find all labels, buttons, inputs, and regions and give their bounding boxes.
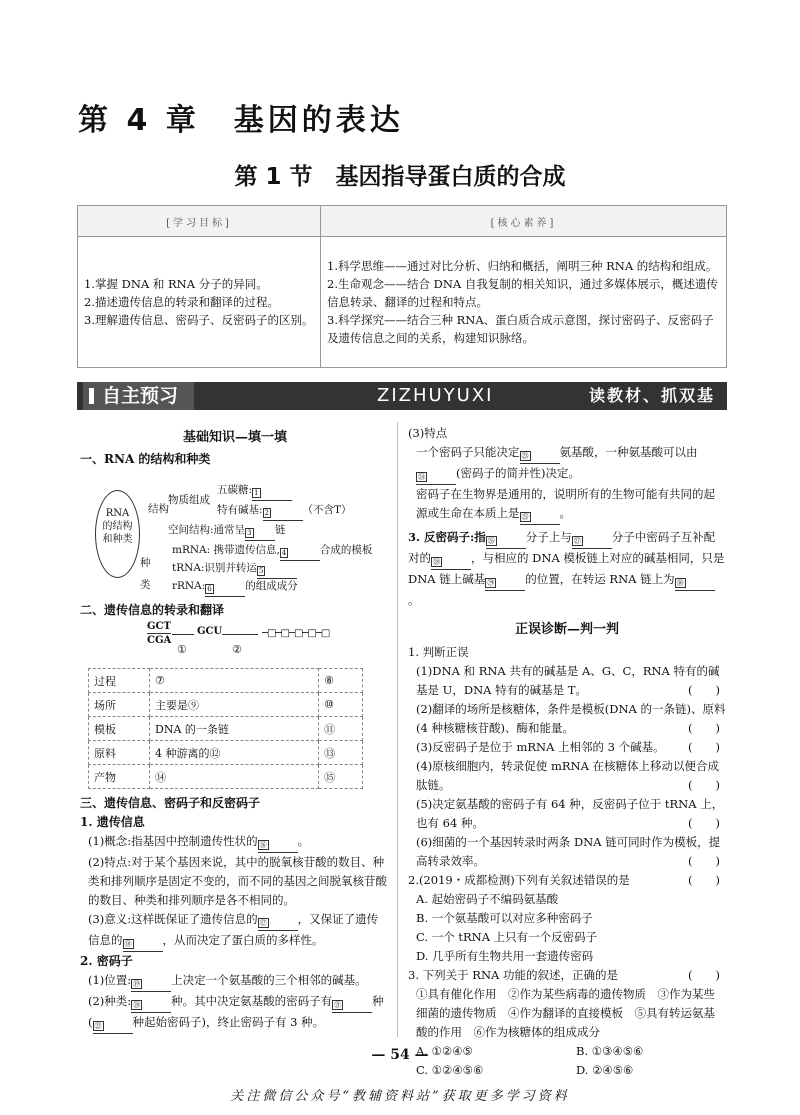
- option[interactable]: C. ①②④⑤⑥: [416, 1063, 484, 1077]
- diagram-rrna-tail: 的组成成分: [245, 580, 298, 592]
- judge-item: (1)DNA 和 RNA 共有的碱基是 A、G、C，RNA 特有的碱基是 U，DNA 特有的碱基是 T。 ( ): [408, 662, 726, 700]
- transcription-heading: 二、遗传信息的转录和翻译: [80, 603, 225, 617]
- diagram-composition: 物质组成: [168, 494, 210, 506]
- blank-5: 5: [257, 565, 297, 579]
- blank-23: ㉓: [520, 450, 560, 464]
- blank-27: ㉗: [572, 535, 612, 549]
- q3-body: ①具有催化作用 ②作为某些病毒的遗传物质 ③作为某些细菌的遗传物质 ④作为翻译的直接模板 ⑤具有转运氨基酸的作用 ⑥作为核糖体的组成成分: [416, 987, 715, 1039]
- option[interactable]: C. 一个 tRNA 上只有一个反密码子: [416, 930, 598, 944]
- blank-30: ㉚: [675, 577, 715, 591]
- blank-20: ⑳: [131, 999, 171, 1013]
- table-row: 模板 DNA 的一条链 ⑪: [89, 717, 363, 741]
- blank-16: ⑯: [258, 839, 298, 853]
- core-item: 3.科学探究——结合三种 RNA、蛋白质合成示意图，探讨密码子、反密码子及遗传信息之间的关系，构建知识脉络。: [327, 313, 714, 345]
- seq-arrow-2: [222, 634, 258, 635]
- diagram-spatial: 空间结构:通常呈: [168, 524, 246, 536]
- objectives-table: [77, 205, 727, 368]
- judge-item: (2)翻译的场所是核糖体，条件是模板(DNA 的一条链)、原料(4 种核糖核苷酸)、酶和能量。 ( ): [408, 700, 726, 738]
- core-item: 2.生命观念——结合 DNA 自我复制的相关知识，通过多媒体展示，概述遗传信息转录、翻译的过程和特点。: [327, 277, 718, 309]
- blank-24: ㉔: [416, 471, 456, 485]
- objectives-header: [学习目标]: [78, 206, 321, 237]
- answer-paren[interactable]: ( ): [688, 816, 720, 830]
- diagram-chain: 链: [275, 524, 286, 536]
- diagram-base-note: （不含T）: [302, 504, 352, 516]
- right-subhead: 正误诊断—判一判: [514, 622, 619, 637]
- blank-19: ⑲: [131, 978, 171, 992]
- rna-heading: 一、RNA 的结构和种类: [80, 452, 211, 466]
- banner-right: 读教材、抓双基: [588, 386, 715, 405]
- diagram-mrna-tail: 合成的模板: [319, 544, 373, 556]
- diagram-kind: 种类: [140, 557, 151, 591]
- seq-bottom: CGA: [147, 635, 172, 646]
- diagram-base: 特有碱基:: [217, 504, 263, 516]
- footer-note: 关注微信公众号“教辅资料站”获取更多学习资料: [230, 1089, 570, 1104]
- blank-1: 1: [252, 487, 292, 501]
- blank-6: 6: [205, 583, 245, 597]
- option[interactable]: D. ②④⑤⑥: [576, 1063, 634, 1077]
- answer-paren[interactable]: ( ): [688, 721, 720, 735]
- diagram-sugar: 五碳糖:: [217, 484, 253, 496]
- objective-item: 1.掌握 DNA 和 RNA 分子的异同。: [84, 277, 268, 291]
- blank-2: 2: [263, 507, 303, 521]
- seq-mid: GCU: [197, 626, 223, 637]
- option[interactable]: B. ①③④⑤⑥: [576, 1044, 644, 1058]
- seq-arrow-1: [172, 634, 194, 635]
- judge-item: (6)细菌的一个基因转录时两条 DNA 链可同时作为模板，提高转录效率。 ( ): [408, 833, 726, 871]
- diagram-rrna: rRNA:: [172, 580, 206, 592]
- codon-heading: 三、遗传信息、密码子和反密码子: [80, 796, 261, 810]
- chapter-title: 第 4 章 基因的表达: [78, 103, 404, 138]
- seq-step-1: ①: [177, 643, 187, 656]
- blank-3: 3: [245, 527, 275, 541]
- answer-paren[interactable]: ( ): [688, 854, 720, 868]
- judge-item: (5)决定氨基酸的密码子有 64 种，反密码子位于 tRNA 上，也有 64 种。 ( ): [408, 795, 726, 833]
- page-number: — 54 —: [371, 1047, 429, 1063]
- q2-stem: 2.(2019・成都检测)下列有关叙述错误的是: [408, 873, 630, 887]
- seq-top: GCT: [147, 621, 171, 632]
- answer-paren[interactable]: ( ): [688, 968, 720, 982]
- core-header: [核心素养]: [321, 206, 727, 237]
- option[interactable]: D. 几乎所有生物共用一套遗传密码: [416, 949, 594, 963]
- preview-banner: [77, 382, 727, 410]
- transcription-table: [88, 668, 363, 789]
- banner-middle: ZIZHUYUXI: [377, 385, 494, 406]
- blank-4: 4: [280, 547, 320, 561]
- seq-step-2: ②: [232, 643, 242, 656]
- codon-title: 2. 密码子: [80, 954, 133, 968]
- option[interactable]: A. ①②④⑤: [416, 1044, 473, 1058]
- option[interactable]: B. 一个氨基酸可以对应多种密码子: [416, 911, 593, 925]
- diagram-structure: 结构: [148, 503, 169, 515]
- diagram-trna: tRNA:识别并转运: [172, 562, 257, 574]
- table-row: 过程 ⑦ ⑧: [89, 669, 363, 693]
- section-title: 第 1 节 基因指导蛋白质的合成: [234, 164, 566, 190]
- blank-25: ㉕: [520, 511, 560, 525]
- q1-title: 1. 判断正误: [408, 645, 469, 659]
- codon-feature-title: (3)特点: [408, 426, 448, 440]
- answer-paren[interactable]: ( ): [688, 683, 720, 697]
- diagram-mrna: mRNA: 携带遗传信息,: [172, 544, 280, 556]
- genetic-info-feature: (2)特点:对于某个基因来说，其中的脱氧核苷酸的数目、种类和排列顺序是固定不变的，而不同的基因之间脱氧核苷酸的数目、种类和排列顺序是各不相同的。: [88, 855, 387, 907]
- table-row: 场所 主要是⑨ ⑩: [89, 693, 363, 717]
- table-row: 产物 ⑭ ⑮: [89, 765, 363, 789]
- judge-item: (4)原核细胞内，转录促使 mRNA 在核糖体上移动以便合成肽链。 ( ): [408, 757, 726, 795]
- blank-29: ㉙: [485, 577, 525, 591]
- blank-26: ㉖: [486, 535, 526, 549]
- objective-item: 2.描述遗传信息的转录和翻译的过程。: [84, 295, 279, 309]
- answer-paren[interactable]: ( ): [688, 778, 720, 792]
- option[interactable]: A. 起始密码子不编码氨基酸: [416, 892, 559, 906]
- banner-left: 自主预习: [83, 382, 194, 410]
- column-divider: [397, 422, 398, 1037]
- table-row: 原料 4 种游离的⑫ ⑬: [89, 741, 363, 765]
- q3-stem: 3. 下列关于 RNA 功能的叙述，正确的是: [408, 968, 618, 982]
- objective-item: 3.理解遗传信息、密码子、反密码子的区别。: [84, 313, 314, 327]
- blank-22: ㉒: [93, 1020, 133, 1034]
- blank-28: ㉘: [431, 556, 471, 570]
- core-item: 1.科学思维——通过对比分析、归纳和概括，阐明三种 RNA 的结构和组成。: [327, 259, 718, 273]
- genetic-info-title: 1. 遗传信息: [80, 815, 145, 829]
- judge-item: (3)反密码子是位于 mRNA 上相邻的 3 个碱基。 ( ): [408, 738, 726, 757]
- blank-17: ⑰: [258, 917, 298, 931]
- peptide-chain: ─□─□─□─□─□: [262, 628, 330, 639]
- diagram-root: RNA的结构和种类: [102, 508, 133, 545]
- blank-18: ⑱: [123, 938, 163, 952]
- answer-paren[interactable]: ( ): [688, 740, 720, 754]
- left-subhead: 基础知识—填一填: [182, 430, 287, 445]
- answer-paren[interactable]: ( ): [688, 873, 720, 887]
- blank-21: ㉑: [332, 999, 372, 1013]
